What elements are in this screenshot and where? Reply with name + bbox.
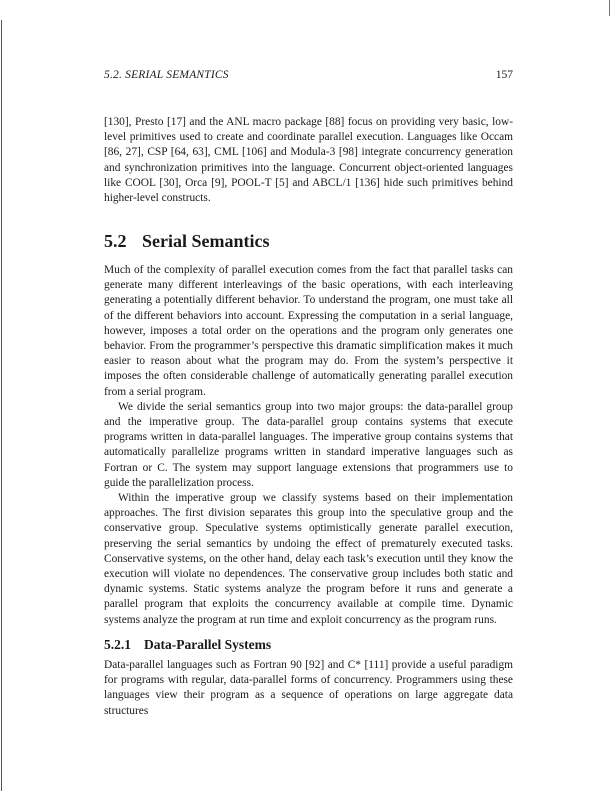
paragraph: We divide the serial semantics group into two major groups: the data-parallel group and the imperative group. The data-parallel group contains systems that execute programs written in data-parallel languages. The imperative group contains systems that automatically parallelize programs written in standard imperative languages such as Fortran or C. The system may support language extensions that programmers use to guide the parallelization process.	[104, 400, 513, 489]
paragraph: Within the imperative group we classify systems based on their implementation approaches. The first division separates this group into the speculative group and the conservative group. Speculative systems optimistically generate parallel execution, preserving the serial semantics by undoing the effect of prematurely executed tasks. Conservative systems, on the other hand, delay each task’s execution until they know the execution will violate no dependences. The conservative group includes both static and dynamic systems. Static systems analyze the program before it runs and generate a parallel program that exploits the concurrency available at compile time. Dynamic systems analyze the program at run time and exploit concurrency as the program runs.	[104, 492, 513, 626]
section-heading	[104, 230, 270, 252]
intro-text-block	[104, 115, 513, 206]
section-title: Serial Semantics	[142, 231, 270, 251]
paragraph: Much of the complexity of parallel execution comes from the fact that parallel tasks can generate many different interleavings of the basic operations, with each interleaving generating a potentially different behavior. To understand the program, one must take all of the different behaviors into account. Expressing the computation in a serial language, however, imposes a total order on the operations and the program only generates one behavior. From the programmer’s perspective this dramatic simplification makes it much easier to reason about what the program may do. From the system’s perspective it imposes the often considerable challenge of automatically generating parallel execution from a serial program.	[104, 264, 513, 398]
page-number: 157	[495, 69, 513, 81]
subsection-number: 5.2.1	[104, 637, 131, 652]
subsection-body	[104, 658, 513, 719]
running-header-section: 5.2. SERIAL SEMANTICS	[104, 69, 229, 81]
paragraph: Data-parallel languages such as Fortran 90 [92] and C* [111] provide a useful paradigm for programs with regular, data-parallel forms of concurrency. Programmers using these languages view their program as a sequence of operations on large aggregate data structures	[104, 659, 513, 717]
section-body	[104, 263, 513, 628]
running-header	[104, 68, 513, 82]
subsection-title: Data-Parallel Systems	[144, 637, 272, 652]
subsection-heading	[104, 636, 271, 653]
scan-edge-line	[1, 20, 2, 791]
paragraph: [130], Presto [17] and the ANL macro package [88] focus on providing very basic, low-level primitives used to create and coordinate parallel execution. Languages like Occam [86, 27], CSP [64, 63], CML [106] and Modula-3 [98] integrate concurrency generation and synchronization primitives into the language. Concurrent object-oriented languages like COOL [30], Orca [9], POOL-T [5] and ABCL/1 [136] hide such primitives behind higher-level constructs.	[104, 116, 513, 205]
section-number: 5.2	[104, 231, 127, 251]
scan-edge-mark	[609, 0, 610, 16]
